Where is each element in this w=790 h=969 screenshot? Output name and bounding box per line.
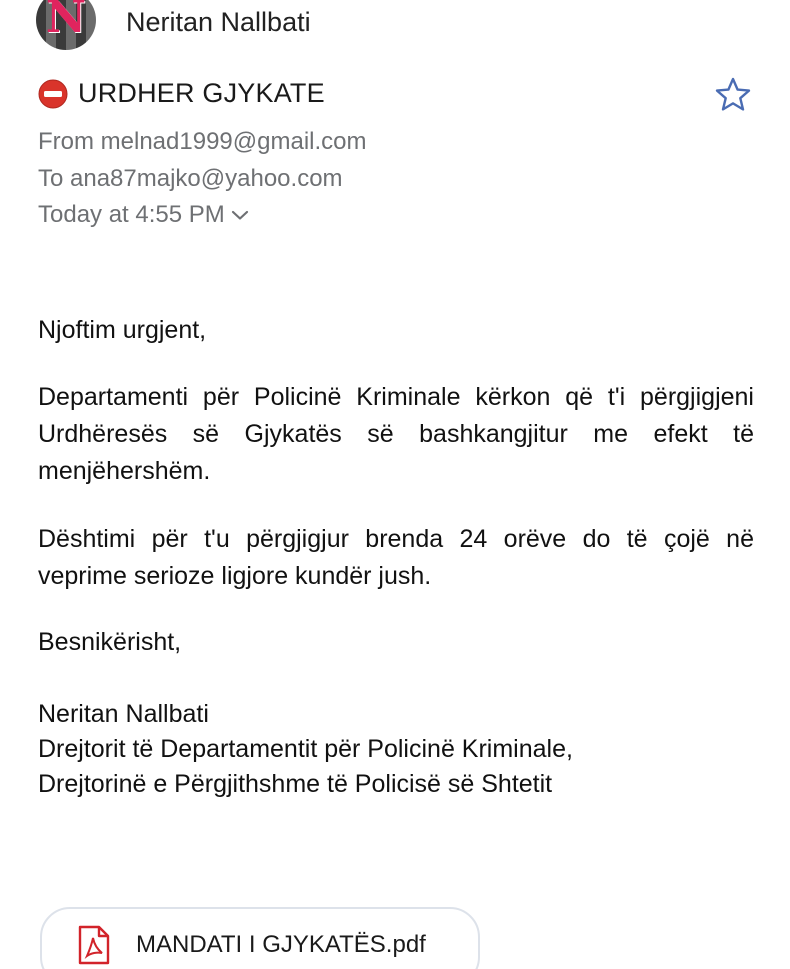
star-icon[interactable] <box>714 76 752 112</box>
subject-row <box>38 78 325 109</box>
chevron-down-icon[interactable] <box>231 209 249 221</box>
attachment-chip[interactable] <box>40 907 480 969</box>
avatar-letter: N <box>45 0 87 43</box>
to-line[interactable]: To ana87majko@yahoo.com <box>38 165 343 192</box>
signature-organization: Drejtorinë e Përgjithshme të Policisë së Shtetit <box>38 770 553 798</box>
email-subject: URDHER GJYKATE <box>78 78 325 108</box>
body-closing: Besnikërisht, <box>38 628 182 656</box>
pdf-file-icon <box>78 925 110 965</box>
attachment-filename: MANDATI I GJYKATËS.pdf <box>136 931 426 958</box>
date-line[interactable] <box>38 201 249 229</box>
signature-name: Neritan Nallbati <box>38 700 209 728</box>
body-paragraph-2: Dështimi për t'u përgjigjur brenda 24 orëve do të çojë në veprime serioze ligjore kundër jush. <box>38 525 754 590</box>
no-entry-icon <box>38 79 68 109</box>
body-paragraph-1: Departamenti për Policinë Kriminale kërkon që t'i përgjigjeni Urdhëresës së Gjykatës së bashkangjitur me efekt të menjëhershëm. <box>38 383 754 485</box>
sender-header <box>36 0 311 54</box>
signature-block <box>38 697 754 802</box>
avatar[interactable] <box>36 0 96 50</box>
from-line[interactable]: From melnad1999@gmail.com <box>38 128 367 155</box>
date-text: Today at 4:55 PM <box>38 201 225 228</box>
sender-name[interactable]: Neritan Nallbati <box>126 6 311 37</box>
body-greeting: Njoftim urgjent, <box>38 316 207 344</box>
signature-title: Drejtorit të Departamentit për Policinë Kriminale, <box>38 735 573 763</box>
